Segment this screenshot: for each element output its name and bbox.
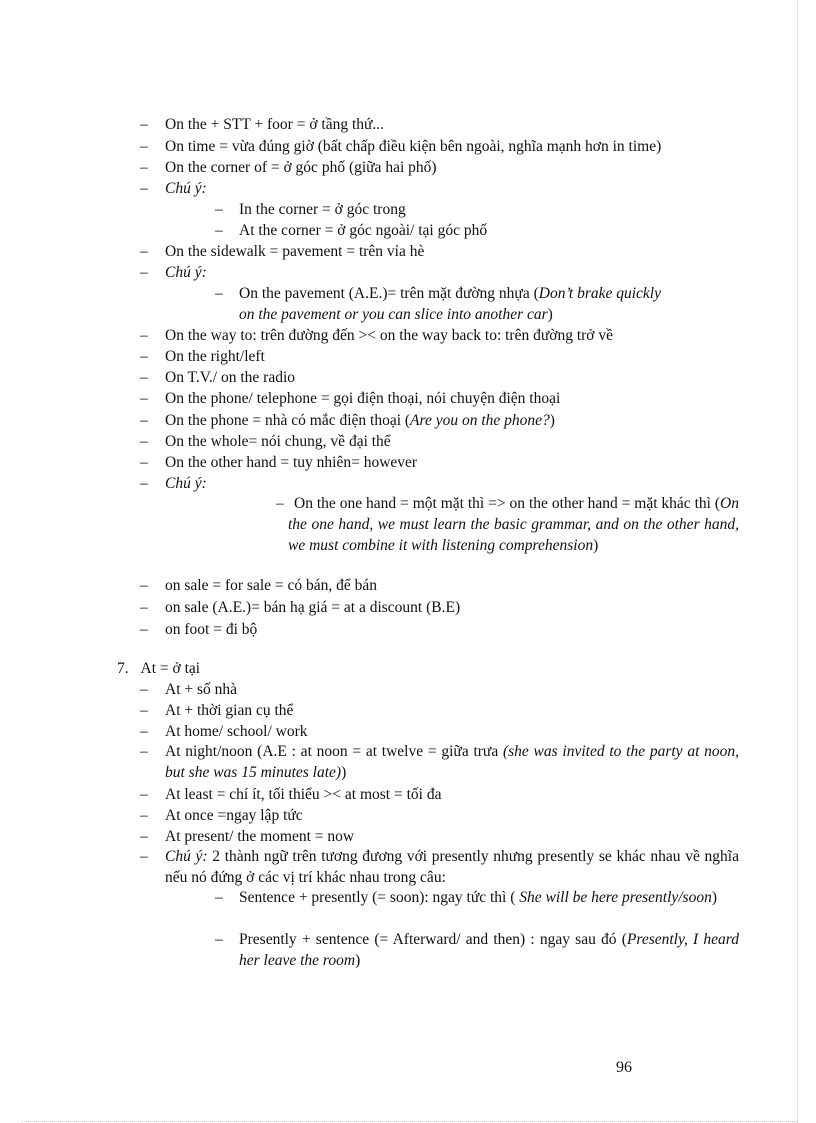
list-item	[140, 679, 237, 700]
note-label: Chú ý:	[165, 264, 207, 281]
page-edge-right	[797, 0, 798, 1123]
list-item-text: On the corner of = ở góc phố (giữa hai phố)	[165, 159, 437, 176]
bullet-dash: –	[140, 786, 148, 803]
list-item-text: At present/ the moment = now	[165, 828, 355, 845]
bullet-dash: –	[140, 681, 148, 698]
list-item	[140, 700, 293, 721]
sub-list-item	[215, 220, 487, 241]
example-text: Don’t brake quickly	[538, 285, 661, 302]
list-item	[140, 157, 437, 178]
example-text: (she was invited to the party at noon, but she was 15 minutes late)	[165, 743, 740, 781]
bullet-dash: –	[140, 180, 148, 197]
list-item	[140, 826, 354, 847]
bullet-dash: –	[140, 848, 148, 865]
bullet-dash: –	[140, 243, 148, 260]
bullet-dash: –	[276, 495, 284, 512]
list-item-text: On the phone/ telephone = gọi điện thoại, nói chuyện điện thoại	[165, 390, 561, 407]
list-item-text: On the phone = nhà có mắc điện thoại (Are you on the phone?)	[165, 412, 555, 429]
list-item-text: At + số nhà	[165, 681, 238, 698]
list-item-text: On time = vừa đúng giờ (bất chấp điều kiện bên ngoài, nghĩa mạnh hơn in time)	[165, 138, 662, 155]
list-item	[140, 473, 207, 494]
section-title: At = ở tại	[140, 660, 201, 677]
bullet-dash: –	[215, 222, 223, 239]
example-text: She will be here presently/soon	[519, 889, 712, 906]
bullet-dash: –	[140, 327, 148, 344]
list-item	[140, 742, 739, 784]
list-item	[140, 431, 391, 452]
list-item-text: on sale (A.E.)= bán hạ giá = at a discount (B.E)	[165, 599, 461, 616]
bullet-dash: –	[140, 369, 148, 386]
bullet-dash: –	[140, 264, 148, 281]
list-item-text: On the sidewalk = pavement = trên vỉa hè	[165, 243, 425, 260]
list-item-text: At + thời gian cụ thể	[165, 702, 294, 719]
sub-list-item	[215, 930, 739, 972]
sub-list-item	[215, 199, 406, 220]
list-item-text: On the whole= nói chung, về đại thể	[165, 433, 391, 450]
sub-list-item	[264, 494, 739, 556]
list-item-text: On the + STT + foor = ở tầng thứ...	[165, 116, 385, 133]
bullet-dash: –	[140, 577, 148, 594]
list-item-text: Chú ý: 2 thành ngữ trên tương đương với presently nhưng presently se khác nhau về nghĩa nếu nó đứng ở các vị trí khác nhau trong câu:	[165, 848, 739, 886]
list-item-text: On T.V./ on the radio	[165, 369, 296, 386]
bullet-dash: –	[140, 454, 148, 471]
bullet-dash: –	[215, 889, 223, 906]
note-label: Chú ý:	[165, 848, 208, 865]
bullet-dash: –	[140, 138, 148, 155]
list-item-text: At home/ school/ work	[165, 723, 308, 740]
page-edge-bottom	[22, 1121, 797, 1122]
bullet-dash: –	[140, 348, 148, 365]
bullet-dash: –	[140, 599, 148, 616]
list-item	[140, 721, 308, 742]
list-item-text: At least = chí ít, tối thiểu >< at most = tối đa	[165, 786, 442, 803]
list-item-text: on foot = đi bộ	[165, 621, 258, 638]
bullet-dash: –	[140, 743, 148, 760]
list-item	[140, 575, 377, 596]
bullet-dash: –	[140, 723, 148, 740]
list-item	[140, 452, 417, 473]
bullet-dash: –	[215, 931, 223, 948]
bullet-dash: –	[140, 412, 148, 429]
bullet-dash: –	[140, 159, 148, 176]
list-item-text: On the one hand = một mặt thì => on the other hand = mặt khác thì (On the one hand, we must learn the basic grammar, and on the other hand, we must combine it with listening comprehension)	[288, 495, 739, 554]
list-item	[140, 367, 295, 388]
example-text: Presently, I heard her leave the room	[239, 931, 739, 969]
list-item-text: Presently + sentence (= Afterward/ and then) : ngay sau đó (Presently, I heard her leave the room)	[239, 931, 739, 969]
bullet-dash: –	[140, 702, 148, 719]
bullet-dash: –	[215, 201, 223, 218]
bullet-dash: –	[140, 116, 148, 133]
bullet-dash: –	[215, 285, 223, 302]
list-item-text: On the other hand = tuy nhiên= however	[165, 454, 418, 471]
list-item	[140, 805, 303, 826]
list-item-text: In the corner = ở góc trong	[239, 201, 406, 218]
list-item	[140, 784, 441, 805]
list-item-text: At once =ngay lập tức	[165, 807, 303, 824]
list-item-text: On the right/left	[165, 348, 265, 365]
sub-list-item	[215, 888, 739, 909]
list-item	[140, 619, 257, 640]
note-label: Chú ý:	[165, 180, 207, 197]
list-item	[140, 597, 460, 618]
sub-list-item	[215, 284, 739, 326]
example-text: On the one hand, we must learn the basic grammar, and on the other hand, we must combine it with listening comprehension	[288, 495, 739, 554]
list-item	[140, 114, 384, 135]
list-item-text: on sale = for sale = có bán, để bán	[165, 577, 378, 594]
page-number: 96	[616, 1059, 632, 1076]
list-item	[140, 262, 207, 283]
example-text: on the pavement or you can slice into another car	[239, 305, 548, 323]
bullet-dash: –	[140, 828, 148, 845]
bullet-dash: –	[140, 621, 148, 638]
list-item	[140, 241, 424, 262]
list-item	[140, 388, 560, 409]
bullet-dash: –	[140, 807, 148, 824]
list-item	[140, 410, 555, 431]
list-item-text: At the corner = ở góc ngoài/ tại góc phố	[239, 222, 488, 239]
list-item-text: On the way to: trên đường đến >< on the way back to: trên đường trở về	[165, 327, 613, 344]
list-item	[140, 136, 661, 157]
bullet-dash: –	[140, 433, 148, 450]
list-item	[140, 847, 739, 889]
list-item-text: On the pavement (A.E.)= trên mặt đường nhựa (Don’t brake quickly on the pavement or you can slice into another car)	[239, 285, 661, 323]
list-item	[140, 178, 207, 199]
example-text: Are you on the phone?	[410, 412, 550, 429]
section-heading	[117, 658, 200, 679]
list-item-text: At night/noon (A.E : at noon = at twelve = giữa trưa (she was invited to the party at noon, but she was 15 minutes late))	[165, 743, 740, 781]
list-item	[140, 325, 613, 346]
list-item-text: Sentence + presently (= soon): ngay tức thì ( She will be here presently/soon)	[239, 889, 718, 906]
section-number: 7.	[117, 660, 129, 677]
note-label: Chú ý:	[165, 475, 207, 492]
bullet-dash: –	[140, 390, 148, 407]
bullet-dash: –	[140, 475, 148, 492]
list-item	[140, 346, 265, 367]
